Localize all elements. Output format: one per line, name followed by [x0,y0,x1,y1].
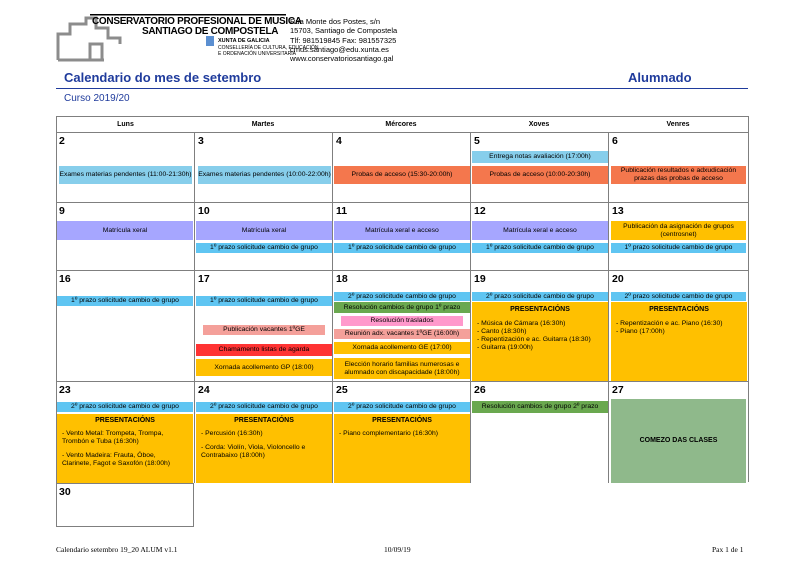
event: 2º prazo solicitude cambio de grupo [334,292,470,301]
presentations-block [611,302,747,381]
day-number: 24 [198,384,210,396]
event: 2º prazo solicitude cambio de grupo [611,292,746,301]
presentations-block [472,302,608,381]
event: Probas de acceso (15:30-20:00h) [334,166,470,184]
day-cell[interactable] [470,202,608,270]
presentation-item: - Piano (17:00h) [616,328,665,335]
presentation-item: Contrabaixo (18:00h) [201,452,265,459]
event: 2º prazo solicitude cambio de grupo [57,402,193,412]
presentations-block [334,414,470,483]
address-website[interactable]: www.conservatoriosantiago.gal [290,54,394,64]
presentation-item: - Canto (18:30h) [477,328,527,335]
day-cell[interactable] [194,381,332,483]
event: Chamamento listas de agarda [196,344,332,356]
day-number: 4 [336,135,342,147]
day-number: 19 [474,273,486,285]
event: Matrícula xeral e acceso [334,221,470,240]
day-number: 6 [612,135,618,147]
day-cell[interactable] [608,202,748,270]
day-cell[interactable] [470,270,608,381]
presentation-item: - Música de Cámara (16:30h) [477,320,566,327]
event: 2º prazo solicitude cambio de grupo [334,402,470,412]
event-start-of-classes: COMEZO DAS CLASES [611,399,746,483]
event: Resolución cambios de grupo 2º prazo [472,401,608,413]
day-number: 12 [474,205,486,217]
presentation-item: - Repentización e ac. Guitarra (18:30) [477,336,591,343]
presentation-item: Clarinete, Fagot e Saxofón (18:00h) [62,460,171,467]
day-cell[interactable] [470,381,608,483]
event: Matrícula xeral [196,221,332,240]
day-number: 11 [336,205,348,217]
event: Xornada acollemento GE (17:00) [334,342,470,354]
day-number: 5 [474,135,480,147]
day-cell[interactable] [194,202,332,270]
event: 2º prazo solicitude cambio de grupo [472,292,608,301]
event: Resolución cambios de grupo 1º prazo [334,302,470,313]
event: Exames materias pendentes (10:00-22:00h) [198,166,331,184]
presentation-item: - Guitarra (19:00h) [477,344,533,351]
event: Probas de acceso (10:00-20:30h) [472,166,608,184]
day-number: 20 [612,273,624,285]
course-year: Curso 2019/20 [64,93,130,104]
day-number: 3 [198,135,204,147]
event: Publicación resultados e adxudicación prazas das probas de acceso [611,166,746,184]
weekday-header: Venres [666,121,690,128]
event: 1º prazo solicitude cambio de grupo [196,243,332,253]
presentation-item: - Repentización e ac. Piano (16:30) [616,320,723,327]
day-number: 9 [59,205,65,217]
presentations-block [57,414,193,483]
day-cell[interactable] [332,132,470,202]
presentation-item: - Vento Metal: Trompeta, Trompa, [62,430,164,437]
event: Publicación da asignación de grupos (centrosnet) [611,221,746,240]
day-number: 2 [59,135,65,147]
event: 1º prazo solicitude cambio de grupo [472,243,608,253]
event: Reunión adx. vacantes 1ºGE (16:00h) [334,329,470,339]
address-phone: Tlf: 981519845 Fax: 981557325 [290,35,397,45]
event: Entrega notas avaliación (17:00h) [472,151,608,163]
footer-date: 10/09/19 [384,545,411,554]
conservatory-logo [56,14,319,64]
day-number: 16 [59,273,71,285]
event: Exames materias pendentes (11:00-21:30h) [59,166,192,184]
day-number: 27 [612,384,624,396]
day-number: 17 [198,273,210,285]
day-number: 18 [336,273,348,285]
day-cell[interactable] [56,132,194,202]
presentations-block [196,414,332,483]
weekday-header: Luns [117,121,134,128]
address-line: 15703, Santiago de Compostela [290,26,398,36]
event: 2º prazo solicitude cambio de grupo [196,402,332,412]
day-cell[interactable] [332,270,470,381]
address-line: Rúa Monte dos Postes, s/n [290,17,381,26]
logo-sub-2: CONSELLERÍA DE CULTURA, EDUCACIÓN [218,45,319,51]
presentations-title: PRESENTACIÓNS [234,417,294,424]
event: 1º prazo solicitude cambio de grupo [334,243,470,253]
presentation-item: - Piano complementario (16:30h) [339,430,438,437]
event: Elección horario familias numerosas e alumnado con discapacidade (18:00h) [334,358,470,379]
day-cell[interactable] [56,202,194,270]
border-mask [746,482,750,527]
event: 1º prazo solicitude cambio de grupo [196,296,332,306]
event: Publicación vacantes 1ºGE [203,325,325,335]
day-number: 23 [59,384,71,396]
event: Matrícula xeral [57,221,193,240]
address-email[interactable]: cmus.santiago@edu.xunta.es [290,44,389,54]
day-cell[interactable] [332,202,470,270]
presentations-title: PRESENTACIÓNS [649,306,709,313]
presentation-item: Trombón e Tuba (16:30h) [62,438,139,445]
logo-title-2: SANTIAGO DE COMPOSTELA [142,26,279,37]
event: 1º prazo solicitude cambio de grupo [57,296,193,306]
presentations-title: PRESENTACIÓNS [372,417,432,424]
calendar-grid [56,116,749,527]
day-number: 13 [612,205,624,217]
day-cell[interactable] [608,270,748,381]
day-cell[interactable] [194,270,332,381]
day-cell[interactable] [608,381,748,483]
border-mask [194,524,750,527]
day-cell[interactable] [470,132,608,202]
event: Resolución traslados [341,316,463,326]
presentation-item: - Corda: Violín, Viola, Violoncello e [201,444,306,451]
logo-sub-3: E ORDENACIÓN UNIVERSITARIA [218,51,296,57]
page-title: Calendario do mes de setembro [64,70,262,85]
day-cell[interactable] [194,132,332,202]
day-cell[interactable] [332,381,470,483]
day-cell[interactable] [56,483,194,526]
day-cell[interactable] [56,381,194,483]
event: Xornada acollemento GP (18:00) [196,359,332,376]
audience-label: Alumnado [628,70,692,85]
presentations-title: PRESENTACIÓNS [510,306,570,313]
day-number: 26 [474,384,486,396]
day-cell[interactable] [56,270,194,381]
presentation-item: - Percusión (16:30h) [201,430,263,437]
address-block [290,17,397,63]
day-number: 30 [59,486,71,498]
day-cell[interactable] [608,132,748,202]
weekday-header: Xoves [528,121,550,128]
event: Matrícula xeral e acceso [472,221,608,240]
header-divider [56,88,748,89]
footer-filename: Calendario setembro 19_20 ALUM v1.1 [56,545,178,554]
weekday-header: Martes [251,121,275,128]
logo-sub-1: XUNTA DE GALICIA [218,38,270,44]
weekday-header: Mércores [385,121,417,128]
day-number: 25 [336,384,348,396]
empty-area [194,484,748,526]
footer-page: Pax 1 de 1 [712,545,744,554]
presentations-title: PRESENTACIÓNS [95,417,155,424]
day-number: 10 [198,205,210,217]
logo-title-1: CONSERVATORIO PROFESIONAL DE MUSICA [92,16,302,27]
presentation-item: - Vento Madeira: Frauta, Óboe, [62,452,156,459]
event: 1º prazo solicitude cambio de grupo [611,243,746,253]
